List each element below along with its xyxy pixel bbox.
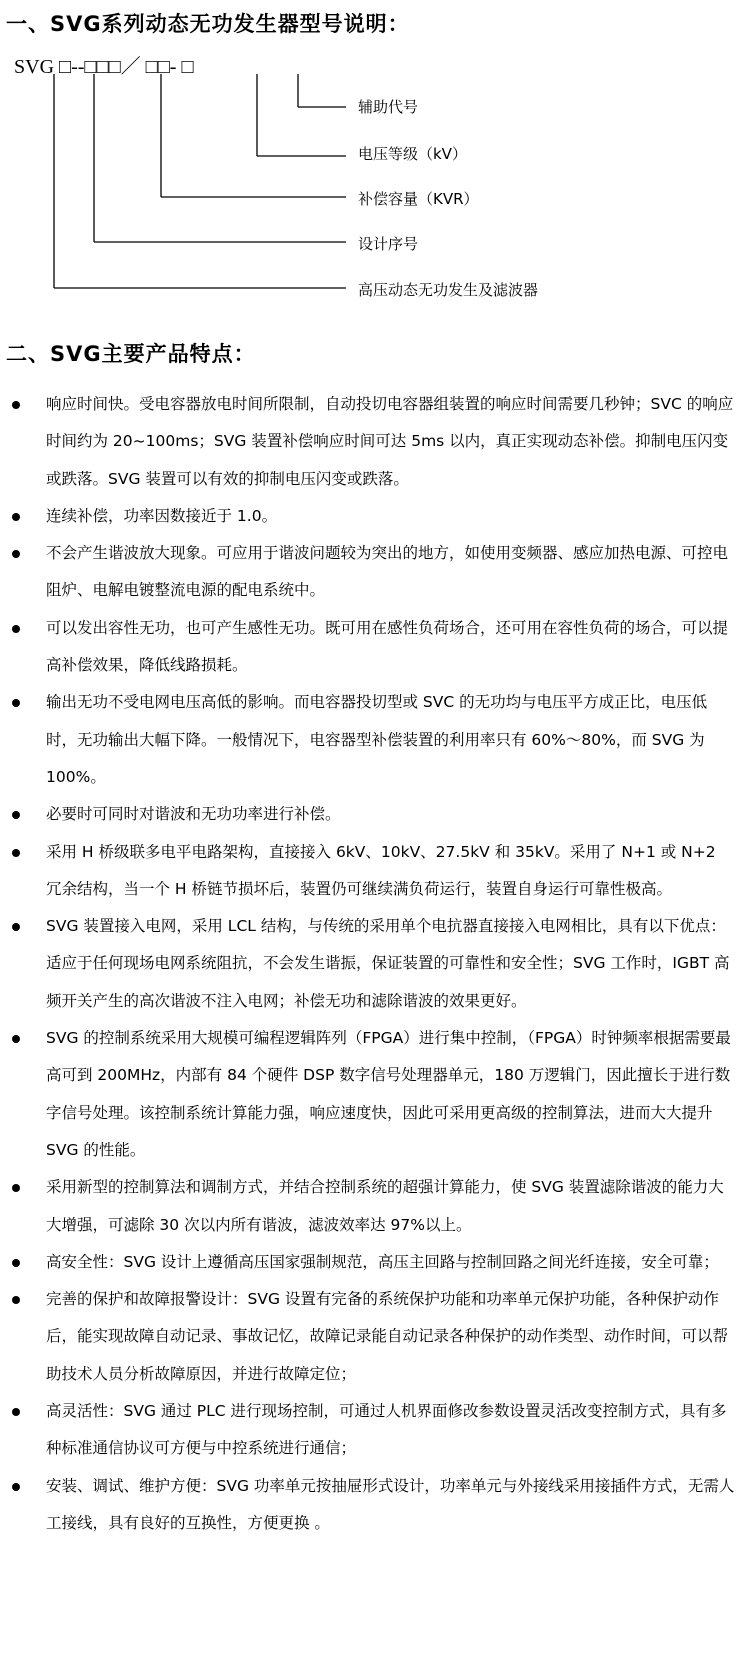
bullet-icon bbox=[12, 625, 20, 633]
list-item bbox=[0, 610, 750, 685]
feature-text: 连续补偿，功率因数接近于 1.0。 bbox=[46, 506, 278, 525]
list-item bbox=[0, 796, 750, 833]
label-design-number: 设计序号 bbox=[358, 235, 419, 253]
label-voltage-level: 电压等级（kV） bbox=[358, 145, 467, 163]
list-item bbox=[0, 684, 750, 796]
feature-text: 安装、调试、维护方便：SVG 功率单元按抽屉形式设计，功率单元与外接线采用接插件方式，无需人工接线，具有良好的互换性，方便更换 。 bbox=[46, 1476, 735, 1532]
label-auxiliary-code: 辅助代号 bbox=[358, 98, 419, 116]
list-item bbox=[0, 1393, 750, 1468]
list-item bbox=[0, 834, 750, 909]
label-device-type: 高压动态无功发生及滤波器 bbox=[358, 281, 539, 299]
bullet-icon bbox=[12, 401, 20, 409]
feature-text: 采用新型的控制算法和调制方式，并结合控制系统的超强计算能力，使 SVG 装置滤除谐波的能力大大增强，可滤除 30 次以内所有谐波，滤波效率达 97%以上。 bbox=[46, 1178, 724, 1234]
feature-text: 高安全性：SVG 设计上遵循高压国家强制规范，高压主回路与控制回路之间光纤连接，安全可靠； bbox=[46, 1252, 719, 1271]
feature-text: 可以发出容性无功，也可产生感性无功。既可用在感性负荷场合，还可用在容性负荷的场合，可以提高补偿效果，降低线路损耗。 bbox=[46, 618, 729, 675]
feature-text: 必要时可同时对谐波和无功功率进行补偿。 bbox=[46, 805, 341, 824]
label-compensation-capacity: 补偿容量（KVR） bbox=[358, 190, 479, 208]
list-item bbox=[0, 1020, 750, 1169]
bullet-icon bbox=[12, 1296, 20, 1304]
list-item bbox=[0, 908, 750, 1020]
list-item bbox=[0, 1169, 750, 1244]
bullet-icon bbox=[12, 1259, 20, 1267]
bullet-icon bbox=[12, 550, 20, 558]
feature-text: SVG 装置接入电网，采用 LCL 结构，与传统的采用单个电抗器直接接入电网相比，具有以下优点：适应于任何现场电网系统阻抗，不会发生谐振，保证装置的可靠性和安全性；SVG 工作时，IGBT 高频开关产生的高次谐波不注入电网；补偿无功和滤除谐波的效果更好。 bbox=[46, 917, 730, 1010]
bullet-icon bbox=[12, 811, 20, 819]
feature-text: 完善的保护和故障报警设计：SVG 设置有完备的系统保护功能和功率单元保护功能，各种保护动作后，能实现故障自动记录、事故记忆，故障记录能自动记录各种保护的动作类型、动作时间，可以帮助技术人员分析故障原因，并进行故障定位； bbox=[46, 1290, 729, 1383]
feature-text: 采用 H 桥级联多电平电路架构，直接接入 6kV、10kV、27.5kV 和 35kV。采用了 N+1 或 N+2 冗余结构，当一个 H 桥链节损坏后，装置仍可继续满负荷运行，装置自身运行可靠性极高。 bbox=[46, 842, 716, 898]
bullet-icon bbox=[12, 1483, 20, 1491]
bullet-icon bbox=[12, 1035, 20, 1043]
bullet-icon bbox=[12, 923, 20, 931]
bullet-icon bbox=[12, 849, 20, 857]
list-item bbox=[0, 535, 750, 610]
section1-title: 一、SVG系列动态无功发生器型号说明： bbox=[6, 12, 410, 36]
feature-text: 不会产生谐波放大现象。可应用于谐波问题较为突出的地方，如使用变频器、感应加热电源、可控电阻炉、电解电镀整流电源的配电系统中。 bbox=[46, 544, 729, 600]
list-item bbox=[0, 498, 750, 535]
list-item bbox=[0, 1468, 750, 1543]
bullet-icon bbox=[12, 1184, 20, 1192]
model-code: SVG □--□□□／ □□- □ bbox=[14, 56, 194, 78]
feature-text: 高灵活性：SVG 通过 PLC 进行现场控制，可通过人机界面修改参数设置灵活改变控制方式，具有多种标准通信协议可方便与中控系统进行通信； bbox=[46, 1402, 727, 1458]
bullet-icon bbox=[12, 1408, 20, 1416]
list-item bbox=[0, 1244, 750, 1281]
feature-text: 输出无功不受电网电压高低的影响。而电容器投切型或 SVC 的无功均与电压平方成正比，电压低时，无功输出大幅下降。一般情况下，电容器型补偿装置的利用率只有 60%～80%，而 SVG 为 100%。 bbox=[46, 693, 708, 786]
section2-title: 二、SVG主要产品特点： bbox=[6, 342, 256, 366]
bullet-icon bbox=[12, 513, 20, 521]
feature-list bbox=[0, 386, 750, 1542]
list-item bbox=[0, 1281, 750, 1393]
feature-text: 响应时间快。受电容器放电时间所限制，自动投切电容器组装置的响应时间需要几秒钟；SVC 的响应时间约为 20~100ms；SVG 装置补偿响应时间可达 5ms 以内，真正实现动态补偿。抑制电压闪变或跌落。SVG 装置可以有效的抑制电压闪变或跌落。 bbox=[46, 395, 734, 488]
bullet-icon bbox=[12, 699, 20, 707]
feature-text: SVG 的控制系统采用大规模可编程逻辑阵列（FPGA）进行集中控制，（FPGA）时钟频率根据需要最高可到 200MHz，内部有 84 个硬件 DSP 数字信号处理器单元，180 万逻辑门，因此擅长于进行数字信号处理。该控制系统计算能力强，响应速度快，因此可采用更高级的控制算法，进而大大提升 SVG 的性能。 bbox=[46, 1029, 731, 1159]
list-item bbox=[0, 386, 750, 498]
